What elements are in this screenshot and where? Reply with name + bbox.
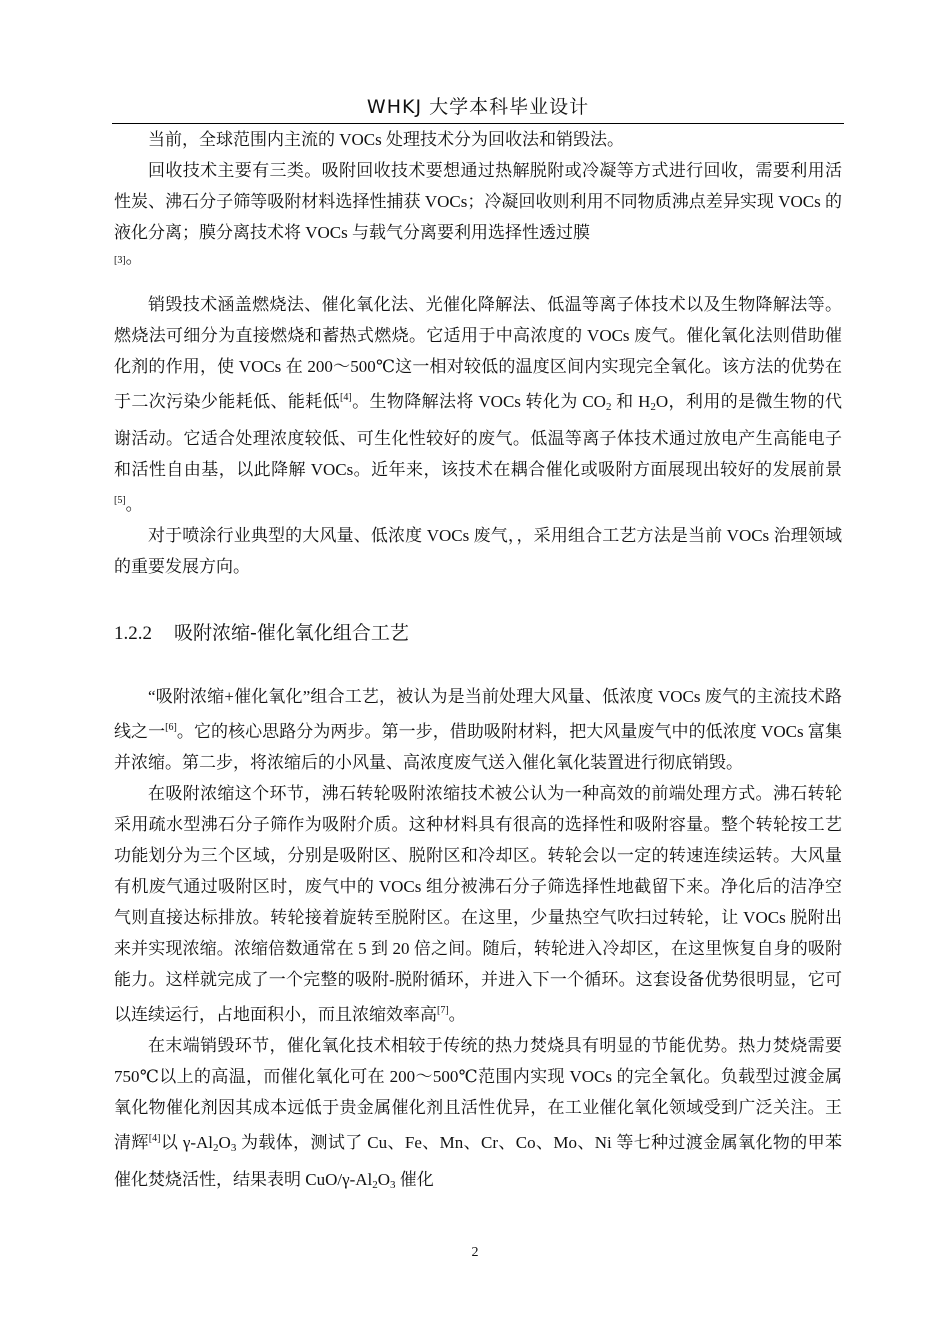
- citation-5: [5]: [114, 495, 126, 506]
- p7-subscript-2: 3: [230, 1142, 237, 1154]
- paragraph-2: [114, 155, 842, 248]
- paragraph-5: [114, 681, 842, 778]
- p7-text-b: 以 γ-Al: [160, 1133, 214, 1152]
- page-header: WHKJ 大学本科毕业设计: [366, 96, 590, 118]
- section-number: 1.2.2: [114, 623, 152, 644]
- p7-subscript-4: 3: [390, 1179, 396, 1191]
- paragraph-3: [114, 289, 842, 520]
- paragraph-6: [114, 778, 842, 1030]
- p7-text-d: 为载体，测试了 Cu、Fe、Mn、Cr、Co、Mo、Ni 等七种过渡金属氧化物的甲苯催化焚烧活性，结果表明 CuO/γ-Al: [114, 1133, 842, 1189]
- citation-4: [4]: [340, 392, 352, 403]
- citation-4b: [4]: [148, 1133, 161, 1144]
- section-heading: [114, 618, 842, 649]
- paragraph-4: 对于喷涂行业典型的大风量、低浓度 VOCs 废气，，采用组合工艺方法是当前 VOCs 治理领域的重要发展方向。: [114, 526, 842, 576]
- section-title: 吸附浓缩-催化氧化组合工艺: [174, 622, 409, 644]
- p7-text-a: 在末端销毁环节，催化氧化技术相较于传统的热力焚烧具有明显的节能优势。热力焚烧需要 750℃以上的高温，而催化氧化可在 200～500℃范围内实现 VOCs 的完全氧化。负载型过渡金属氧化物催化剂因其成本远低于贵金属催化剂且活性优异，在工业催化氧化领域受到广泛关注。王清辉: [114, 1036, 842, 1152]
- p6-text-b: 。: [448, 1005, 466, 1024]
- paragraph-7: [114, 1030, 842, 1201]
- paragraph-2-tail: [114, 248, 842, 271]
- p5-text-a: “吸附浓缩+催化氧化”组合工艺，被认为是当前处理大风量、低浓度 VOCs 废气的主流技术路线之一: [114, 687, 842, 741]
- p3-text-c: 和 H: [611, 392, 651, 411]
- p7-subscript-3: 2: [372, 1179, 378, 1191]
- p7-text-e: O: [377, 1170, 391, 1189]
- citation-7: [7]: [437, 1005, 449, 1016]
- p7-text-f: 催化: [395, 1170, 434, 1189]
- p3-subscript-2: 2: [650, 401, 656, 413]
- p7-text-c: O: [218, 1133, 231, 1152]
- p3-text-e: 。: [125, 495, 143, 514]
- document-body: [114, 124, 842, 1201]
- p3-text-a: 销毁技术涵盖燃烧法、催化氧化法、光催化降解法、低温等离子体技术以及生物降解法等。燃烧法可细分为直接燃烧和蓄热式燃烧。它适用于中高浓度的 VOCs 废气。催化氧化法则借助催化剂的作用，使 VOCs 在 200～500℃这一相对较低的温度区间内实现完全氧化。该方法的优势在于二次污染少能耗低、能耗低: [114, 295, 842, 411]
- p7-subscript-1: 2: [213, 1142, 219, 1154]
- p3-subscript-1: 2: [605, 401, 612, 413]
- paragraph-1: 当前，全球范围内主流的 VOCs 处理技术分为回收法和销毁法。: [148, 130, 625, 149]
- paragraph-2-end: 。: [125, 248, 143, 267]
- citation-3: [3]: [114, 255, 126, 266]
- page-number: 2: [471, 1245, 479, 1260]
- p3-text-d: O，利用的是微生物的代谢活动。它适合处理浓度较低、可生化性较好的废气。低温等离子体技术通过放电产生高能电子和活性自由基，以此降解 VOCs。近年来，该技术在耦合催化或吸附方面展现出较好的发展前景: [114, 392, 843, 479]
- paragraph-2-text: 回收技术主要有三类。吸附回收技术要想通过热解脱附或冷凝等方式进行回收，需要利用活性炭、沸石分子筛等吸附材料选择性捕获 VOCs；冷凝回收则利用不同物质沸点差异实现 VOCs 的液化分离；膜分离技术将 VOCs 与载气分离要利用选择性透过膜: [114, 161, 842, 242]
- p3-text-b: 。生物降解法将 VOCs 转化为 CO: [351, 392, 606, 411]
- citation-6: [6]: [165, 722, 177, 733]
- p5-text-b: 。它的核心思路分为两步。第一步，借助吸附材料，把大风量废气中的低浓度 VOCs 富集并浓缩。第二步，将浓缩后的小风量、高浓度废气送入催化氧化装置进行彻底销毁。: [114, 722, 842, 772]
- p6-text-a: 在吸附浓缩这个环节，沸石转轮吸附浓缩技术被公认为一种高效的前端处理方式。沸石转轮采用疏水型沸石分子筛作为吸附介质。这种材料具有很高的选择性和吸附容量。整个转轮按工艺功能划分为三个区域，分别是吸附区、脱附区和冷却区。转轮会以一定的转速连续运转。大风量有机废气通过吸附区时，废气中的 VOCs 组分被沸石分子筛选择性地截留下来。净化后的洁净空气则直接达标排放。转轮接着旋转至脱附区。在这里，少量热空气吹扫过转轮，让 VOCs 脱附出来并实现浓缩。浓缩倍数通常在 5 到 20 倍之间。随后，转轮进入冷却区，在这里恢复自身的吸附能力。这样就完成了一个完整的吸附-脱附循环，并进入下一个循环。这套设备优势很明显，它可以连续运行，占地面积小，而且浓缩效率高: [114, 784, 842, 1024]
